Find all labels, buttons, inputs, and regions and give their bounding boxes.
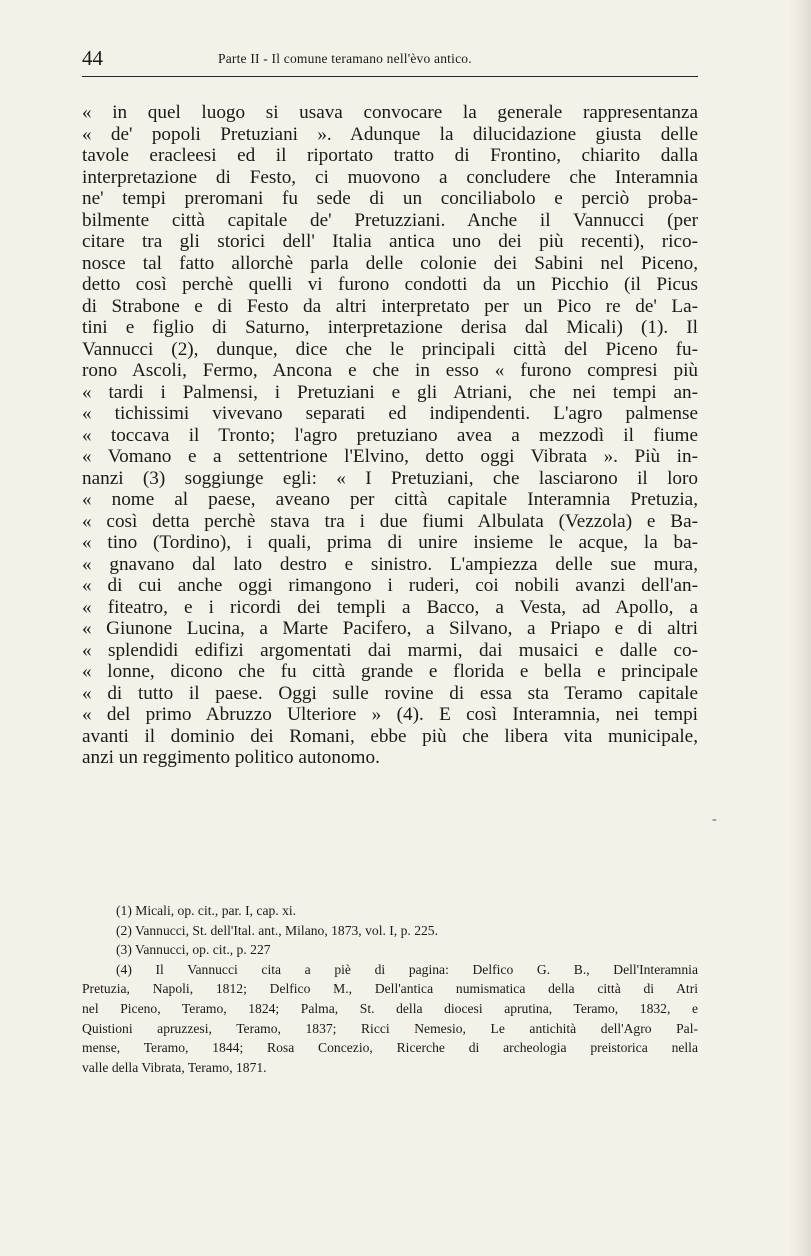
- footnotes: [82, 901, 698, 1077]
- body-line: « tino (Tordino), i quali, prima di unire insieme le acque, la ba-: [82, 532, 698, 553]
- header-rule: [82, 76, 698, 77]
- footnote-continuation: Pretuzia, Napoli, 1812; Delfico M., Dell'antica numismatica della città di Atri: [82, 981, 698, 997]
- body-line: « di tutto il paese. Oggi sulle rovine di essa sta Teramo capitale: [82, 682, 698, 704]
- body-line: « così detta perchè stava tra i due fiumi Albulata (Vezzola) e Ba-: [82, 510, 698, 532]
- body-line: « del primo Abruzzo Ulteriore » (4). E così Interamnia, nei tempi: [82, 704, 698, 725]
- footnote-continuation: mense, Teramo, 1844; Rosa Concezio, Ricerche di archeologia preistorica nella: [82, 1040, 698, 1056]
- body-line: rono Ascoli, Fermo, Ancona e che in esso « furono compresi più: [82, 360, 698, 381]
- margin-mark: -: [712, 812, 717, 827]
- body-line: tavole eracleesi ed il riportato tratto di Frontino, chiarito dalla: [82, 145, 698, 166]
- footnote: (2) Vannucci, St. dell'Ital. ant., Milano, 1873, vol. I, p. 225.: [116, 922, 438, 938]
- body-line: nanzi (3) soggiunge egli: « I Pretuziani, che lasciarono il loro: [82, 467, 698, 489]
- body-line: « Giunone Lucina, a Marte Pacifero, a Silvano, a Priapo e di altri: [82, 618, 698, 639]
- body-line: detto così perchè quelli vi furono condotti da un Picchio (il Picus: [82, 274, 698, 295]
- body-line: « toccava il Tronto; l'agro pretuziano avea a mezzodì il fiume: [82, 424, 698, 446]
- running-head: Parte II - Il comune teramano nell'èvo antico.: [218, 51, 472, 66]
- body-line: nosce tal fatto allorchè parla delle colonie dei Sabini nel Piceno,: [82, 252, 698, 274]
- footnote: (1) Micali, op. cit., par. I, cap. xi.: [116, 903, 297, 918]
- body-line: « fiteatro, e i ricordi dei templi a Bacco, a Vesta, ad Apollo, a: [82, 596, 698, 618]
- page-number: 44: [82, 46, 103, 70]
- body-line: avanti il dominio dei Romani, ebbe più che libera vita municipale,: [82, 725, 698, 747]
- footnote-continuation: valle della Vibrata, Teramo, 1871.: [82, 1059, 267, 1075]
- body-text: [82, 102, 698, 769]
- footnote: (3) Vannucci, op. cit., p. 227: [116, 942, 271, 958]
- body-line: di Strabone e di Festo da altri interpretato per un Pico re de' La-: [82, 295, 698, 317]
- body-line: bilmente città capitale de' Pretuzziani. Anche il Vannucci (per: [82, 209, 698, 231]
- body-line: « de' popoli Pretuziani ». Adunque la dilucidazione giusta delle: [82, 123, 698, 145]
- footnote-continuation: nel Piceno, Teramo, 1824; Palma, St. della diocesi aprutina, Teramo, 1832, e: [82, 1000, 698, 1016]
- body-line: Vannucci (2), dunque, dice che le principali città del Piceno fu-: [82, 338, 698, 360]
- body-line: interpretazione di Festo, ci muovono a concludere che Interamnia: [82, 166, 698, 188]
- footnote-continuation: Quistioni apruzzesi, Teramo, 1837; Ricci Nemesio, Le antichità dell'Agro Pal-: [82, 1020, 698, 1036]
- body-line: « Vomano e a settentrione l'Elvino, detto oggi Vibrata ». Più in-: [82, 446, 698, 467]
- body-line: « di cui anche oggi rimangono i ruderi, coi nobili avanzi dell'an-: [82, 575, 698, 596]
- page-header: [82, 44, 698, 76]
- body-line: « lonne, dicono che fu città grande e florida e bella e principale: [82, 661, 698, 682]
- body-line: « in quel luogo si usava convocare la generale rappresentanza: [82, 102, 698, 123]
- page-edge: [789, 0, 811, 1256]
- body-line: « nome al paese, aveano per città capitale Interamnia Pretuzia,: [82, 489, 698, 510]
- body-line: citare tra gli storici dell' Italia antica uno dei più recenti), rico-: [82, 231, 698, 252]
- body-line: « gnavano dal lato destro e sinistro. L'ampiezza delle sue mura,: [82, 553, 698, 575]
- body-line: « tardi i Palmensi, i Pretuziani e gli Atriani, che nei tempi an-: [82, 381, 698, 403]
- body-line: ne' tempi preromani fu sede di un conciliabolo e perciò proba-: [82, 188, 698, 209]
- footnote: (4) Il Vannucci cita a piè di pagina: Delfico G. B., Dell'Interamnia: [116, 961, 698, 977]
- body-line: « splendidi edifizi argomentati dai marmi, dai musaici e dalle co-: [82, 639, 698, 661]
- body-line: « tichissimi vivevano separati ed indipendenti. L'agro palmense: [82, 403, 698, 424]
- body-line: tini e figlio di Saturno, interpretazione derisa dal Micali) (1). Il: [82, 317, 698, 338]
- body-line: anzi un reggimento politico autonomo.: [82, 747, 380, 768]
